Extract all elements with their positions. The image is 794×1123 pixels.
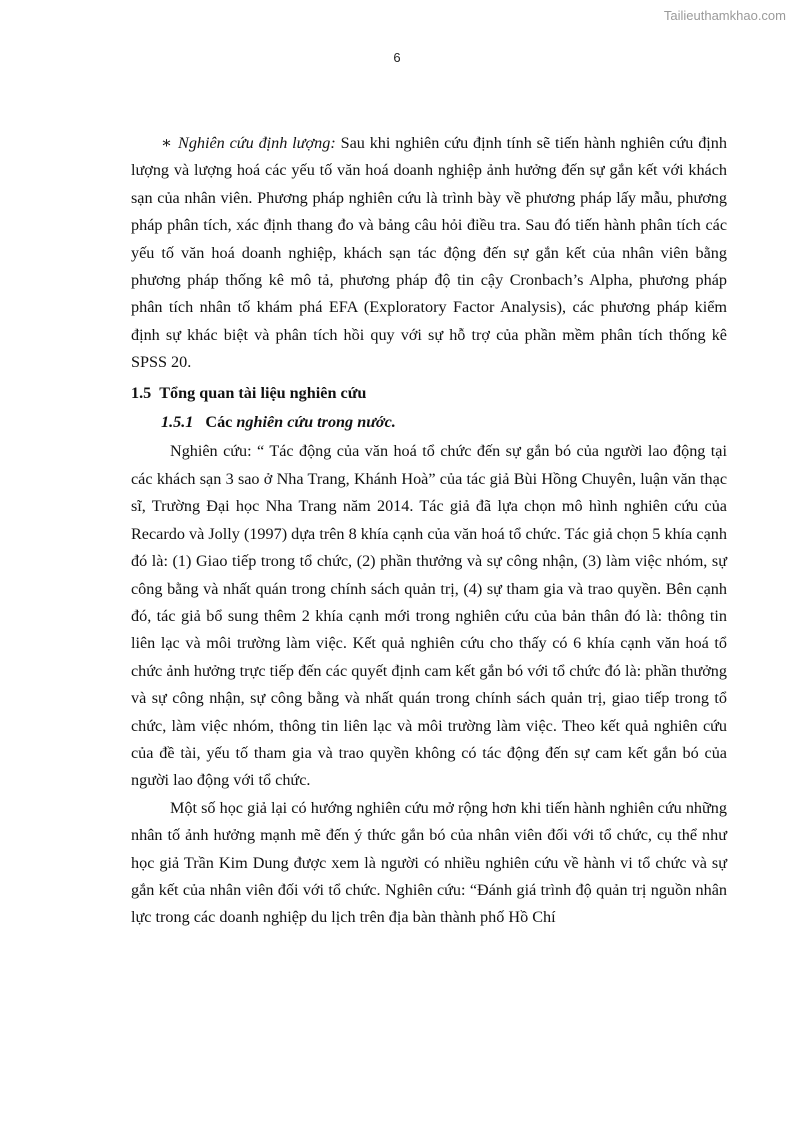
subsection-number: 1.5.1 bbox=[161, 413, 194, 432]
body-paragraph-2: Một số học giả lại có hướng nghiên cứu mở rộng hơn khi tiến hành nghiên cứu những nhân tố ảnh hưởng mạnh mẽ đến ý thức gắn bó của nhân viên đối với tổ chức, cụ thể như học giả Trần Kim Dung được xem là người có nhiều nghiên cứu về hành vi tổ chức và sự gắn kết của nhân viên đối với tổ chức. Nghiên cứu: “Đánh giá trình độ quản trị nguồn nhân lực trong các doanh nghiệp du lịch trên địa bàn thành phố Hồ Chí bbox=[131, 798, 727, 927]
subsection-title: nghiên cứu trong nước. bbox=[236, 413, 396, 432]
quantitative-research-text: Sau khi nghiên cứu định tính sẽ tiến hành nghiên cứu định lượng và lượng hoá các yếu tố văn hoá doanh nghiệp ảnh hưởng đến sự gắn kết với khách sạn của nhân viên. Phương pháp nghiên cứu là trình bày về phương pháp lấy mẫu, phương pháp phân tích, xác định thang đo và bảng câu hỏi điều tra. Sau đó tiến hành phân tích các yếu tố văn hoá doanh nghiệp, khách sạn tác động đến sự gắn kết của nhân viên bằng phương pháp thống kê mô tả, phương pháp độ tin cậy Cronbach’s Alpha, phương pháp phân tích nhân tố khám phá EFA (Exploratory Factor Analysis), các phương pháp kiểm định sự khác biệt và phân tích hồi quy với sự hỗ trợ của phần mềm phân tích thống kê SPSS 20. bbox=[131, 134, 727, 372]
watermark-text: Tailieuthamkhao.com bbox=[663, 8, 786, 23]
bullet-icon: ∗ bbox=[161, 134, 173, 152]
section-title: Tổng quan tài liệu nghiên cứu bbox=[159, 383, 367, 402]
subsection-prefix: Các bbox=[205, 413, 237, 432]
body-paragraph-1: Nghiên cứu: “ Tác động của văn hoá tổ chức đến sự gắn bó của người lao động tại các khách sạn 3 sao ở Nha Trang, Khánh Hoà” của tác giả Bùi Hồng Chuyên, luận văn thạc sĩ, Trường Đại học Nha Trang năm 2014. Tác giả đã lựa chọn mô hình nghiên cứu của Recardo và Jolly (1997) dựa trên 8 khía cạnh của văn hoá tổ chức. Tác giả chọn 5 khía cạnh đó là: (1) Giao tiếp trong tổ chức, (2) phần thưởng và sự công nhận, (3) làm việc nhóm, sự công bằng và nhất quán trong chính sách quản trị, (4) sự tham gia và trao quyền. Bên cạnh đó, tác giả bổ sung thêm 2 khía cạnh mới trong nghiên cứu của bản thân đó là: thông tin liên lạc và môi trường làm việc. Kết quả nghiên cứu cho thấy có 6 khía cạnh văn hoá tổ chức ảnh hưởng trực tiếp đến các quyết định cam kết gắn bó với tổ chức đó là: phần thưởng và sự công nhận, sự công bằng và nhất quán trong chính sách quản trị, giao tiếp trong tổ chức, làm việc nhóm, thông tin liên lạc và môi trường làm việc. Theo kết quả nghiên cứu của đề tài, yếu tố tham gia và trao quyền không có tác động đến sự cam kết gắn bó của người lao động với tổ chức. bbox=[131, 442, 727, 790]
section-heading bbox=[131, 380, 727, 407]
quantitative-research-label: Nghiên cứu định lượng: bbox=[178, 134, 336, 152]
subsection-heading bbox=[131, 409, 727, 436]
page-number: 6 bbox=[393, 50, 401, 65]
section-number: 1.5 bbox=[131, 383, 152, 402]
quantitative-research-paragraph bbox=[131, 130, 727, 377]
document-body bbox=[131, 130, 727, 932]
